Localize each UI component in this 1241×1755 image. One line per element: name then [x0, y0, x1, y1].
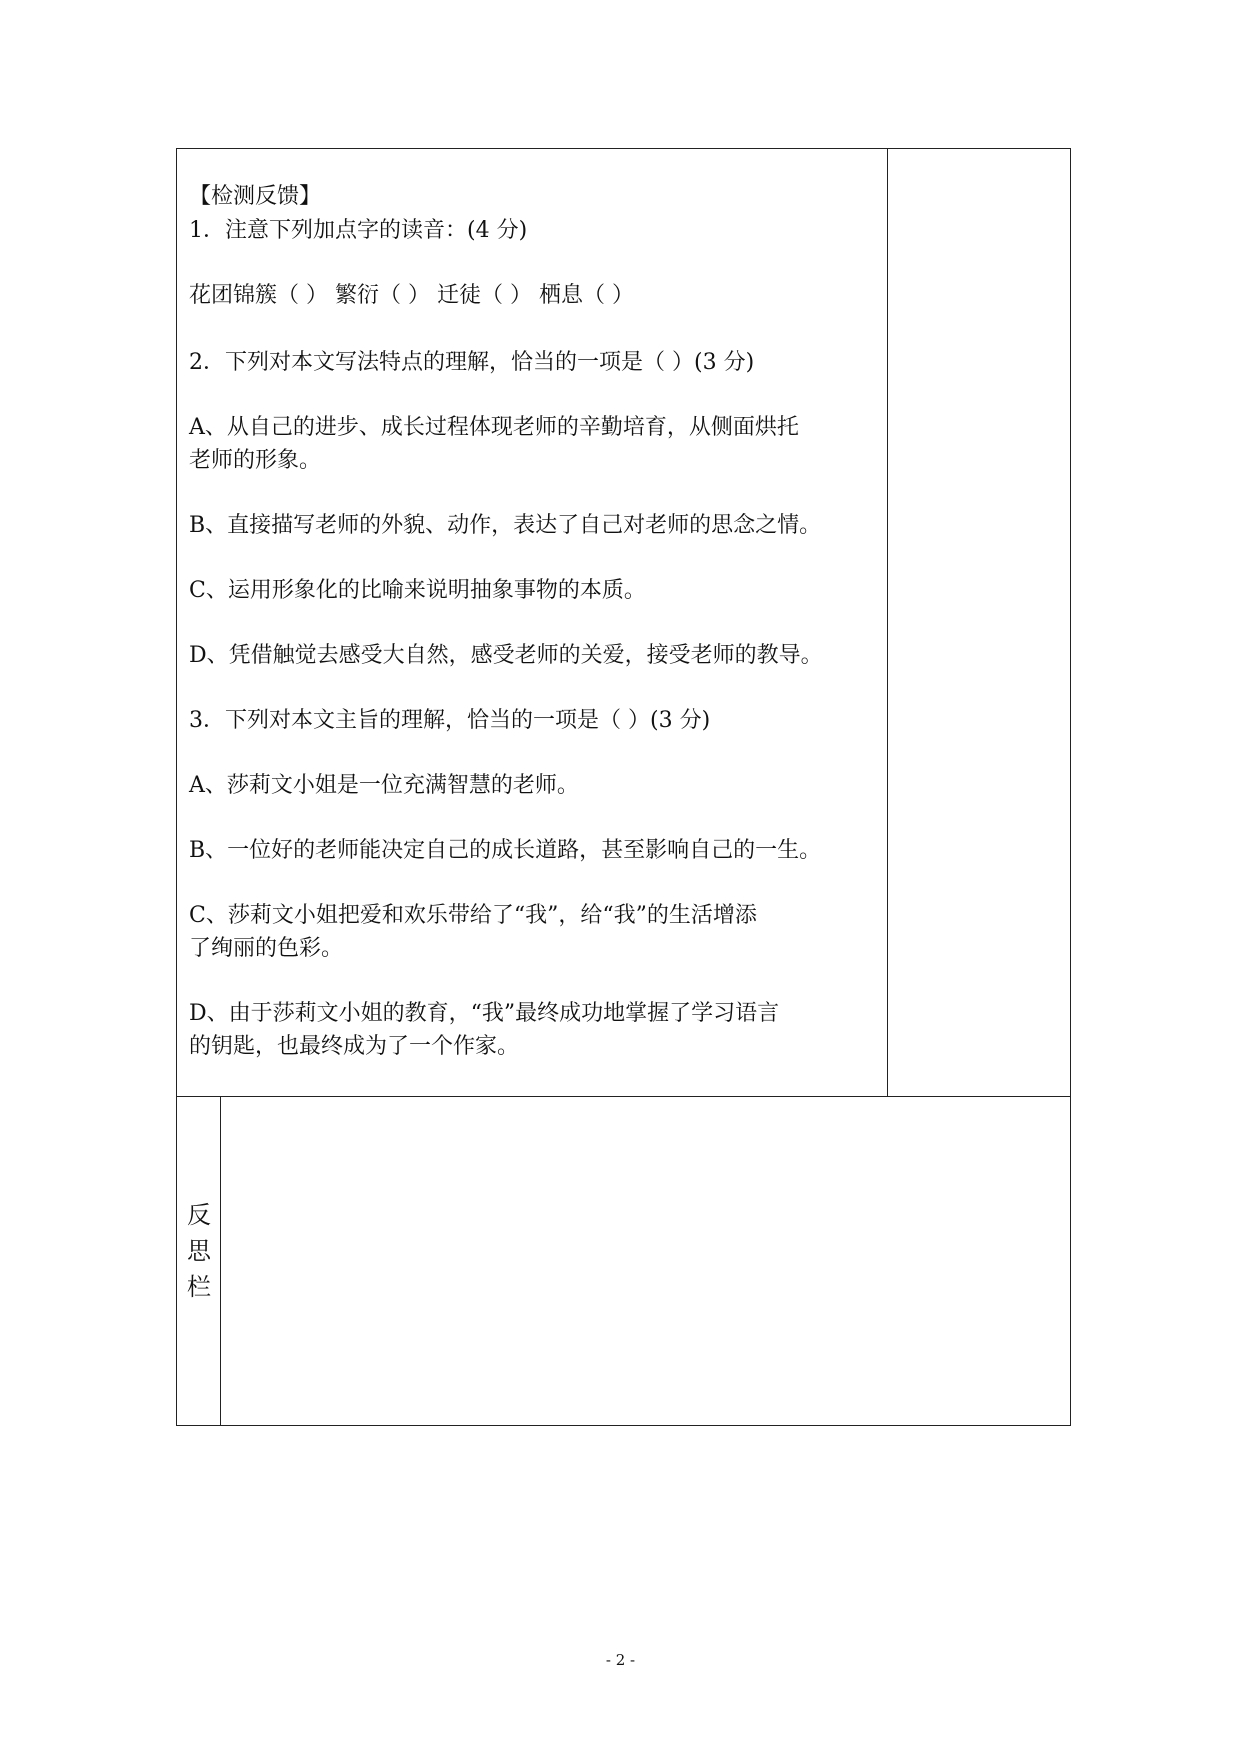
- reflection-label-char: 栏: [187, 1273, 211, 1301]
- question-2-option-c: C、运用形象化的比喻来说明抽象事物的本质。: [189, 578, 646, 603]
- question-1-items: 花团锦簇（ ） 繁衍（ ） 迁徒（ ） 栖息（ ）: [189, 283, 634, 308]
- reflection-label-char: 反: [187, 1201, 211, 1229]
- notes-side-cell: [887, 148, 1071, 1097]
- section-title: 【检测反馈】: [189, 184, 322, 209]
- question-2-stem: 2．下列对本文写法特点的理解，恰当的一项是（ ）(3 分): [189, 350, 755, 375]
- page-number: - 2 -: [605, 1651, 636, 1669]
- question-2-option-b: B、直接描写老师的外貌、动作，表达了自己对老师的思念之情。: [189, 513, 822, 538]
- reflection-row: [176, 1096, 1071, 1426]
- question-3-option-c-line1: C、莎莉文小姐把爱和欢乐带给了“我”，给“我”的生活增添: [189, 903, 757, 928]
- question-3-option-d-line1: D、由于莎莉文小姐的教育，“我”最终成功地掌握了学习语言: [189, 1001, 780, 1026]
- question-2-option-a-line2: 老师的形象。: [189, 448, 322, 473]
- question-3-option-c-line2: 了绚丽的色彩。: [189, 936, 344, 961]
- reflection-label-char: 思: [187, 1237, 211, 1265]
- question-2-option-d: D、凭借触觉去感受大自然，感受老师的关爱，接受老师的教导。: [189, 643, 823, 668]
- question-2-option-a-line1: A、从自己的进步、成长过程体现老师的辛勤培育，从侧面烘托: [189, 415, 799, 440]
- question-1-stem: 1．注意下列加点字的读音：(4 分): [189, 218, 528, 243]
- reflection-label-cell: [177, 1097, 221, 1425]
- question-3-stem: 3．下列对本文主旨的理解，恰当的一项是（ ）(3 分): [189, 708, 711, 733]
- question-3-option-b: B、一位好的老师能决定自己的成长道路，甚至影响自己的一生。: [189, 838, 822, 863]
- question-3-option-d-line2: 的钥匙，也最终成为了一个作家。: [189, 1034, 520, 1059]
- question-3-option-a: A、莎莉文小姐是一位充满智慧的老师。: [189, 773, 579, 798]
- reflection-label: [185, 1197, 213, 1305]
